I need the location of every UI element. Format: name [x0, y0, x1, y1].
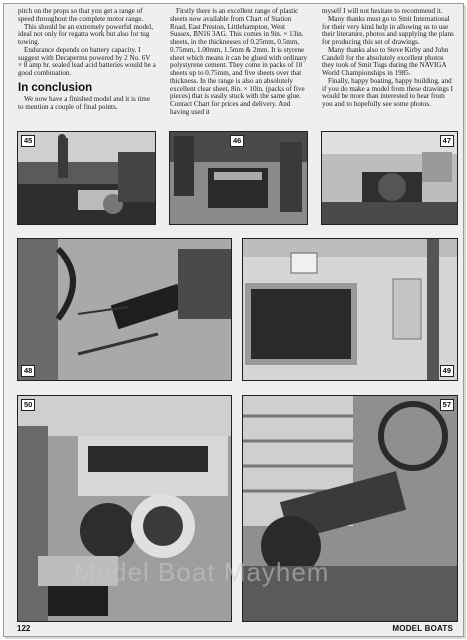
- photo-48-label: 48: [21, 365, 35, 377]
- photo-49-image: [243, 239, 457, 380]
- photo-45: [17, 131, 156, 225]
- text-column-2: [170, 8, 308, 117]
- photo-47-image: [322, 132, 457, 224]
- paragraph: pitch on the props so that you get a range of speed throughout the complete motor range.: [18, 7, 144, 23]
- photo-47: [321, 131, 458, 225]
- photo-46-label: 46: [230, 135, 244, 147]
- paragraph: Finally, happy boating, happy building, and if you do make a model from these drawings I would be more than interested to hear from you and to hopefully see some photos.: [322, 76, 454, 108]
- photo-57-label: 57: [440, 399, 454, 411]
- section-heading: In conclusion: [18, 81, 93, 94]
- photo-45-label: 45: [21, 135, 35, 147]
- magazine-page: [3, 3, 464, 637]
- photo-48-image: [18, 239, 231, 380]
- paragraph: myself I will not hesitate to recommend it.: [322, 7, 443, 15]
- photo-50-label: 50: [21, 399, 35, 411]
- photo-49-label: 49: [440, 365, 454, 377]
- paragraph: We now have a finished model and it is time to mention a couple of final points.: [18, 94, 151, 111]
- paragraph: This should be an extremely powerful model, ideal not only for regatta work but also for tug towing.: [18, 22, 154, 46]
- paragraph: Many thanks also to Steve Kirby and John Candell for the absolutely excellent photos they took of Smit Tugs during the NAVIGA World Championships in 1985.: [322, 45, 449, 77]
- paragraph: Firstly there is an excellent range of plastic sheets now available from Chart of Station Road, East Preston, Littlehampton, West Sussex, BN16 3AG. This comes in 9in. × 13in. sheets, in the thicknesses of 0.25mm, 0.5mm, 0.75mm, 1.00mm, 1.5mm & 2mm. It is styrene sheet which means it can be glued with ordinary polystyrene cement. They come in packs of 10 sheets up to 0.75mm, and five sheets over that thickness. In the range is also an absolutely excellent clear sheet, 8in. × 10in. (packs of five pieces) that is easily stuck with the same glue. Contact Chart for prices and delivery. And having used it: [170, 7, 308, 116]
- photo-46: [169, 131, 308, 225]
- photo-45-image: [18, 132, 155, 224]
- watermark: Model Boat Mayhem: [74, 557, 330, 587]
- magazine-title: MODEL BOATS: [392, 624, 453, 633]
- photo-49: [242, 238, 458, 381]
- page-number: 122: [17, 624, 31, 633]
- text-column-1: [18, 8, 156, 111]
- paragraph: Many thanks must go to Smit International for their very kind help in allowing us to use their literature, photos and supplying the plans for producing this set of drawings.: [322, 14, 454, 46]
- photo-48: [17, 238, 232, 381]
- photo-47-label: 47: [440, 135, 454, 147]
- paragraph: Endurance depends on battery capacity. I suggest with Decaperms powered by 2 No. 6V × 8 amp hr. sealed lead acid batteries would be a good combination.: [18, 45, 156, 77]
- text-column-3: [322, 8, 454, 109]
